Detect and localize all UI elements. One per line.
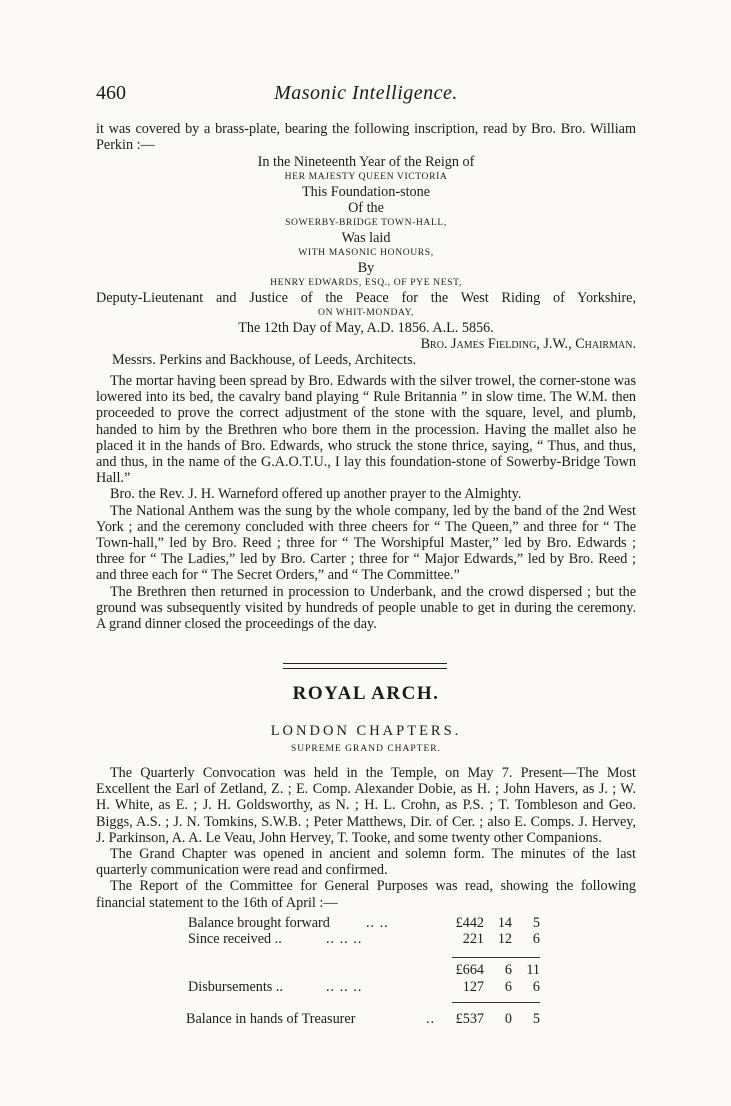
account-row [96,979,636,997]
account-pounds: 127 [462,979,484,995]
account-pounds: £537 [455,1011,484,1027]
inscription-line: By [357,260,375,276]
chapter-paragraphs [96,765,636,911]
section-title: ROYAL ARCH. [292,683,440,704]
ceremony-paragraphs [96,373,636,632]
inscription-line: ON WHIT-MONDAY, [318,307,414,318]
page-header [96,82,636,108]
chairman-name: Bro. James Fielding, J.W., Chairman. [420,336,636,352]
account-shillings: 6 [504,962,512,978]
inscription-line: HENRY EDWARDS, ESQ., OF PYE NEST, [270,277,462,288]
account-leader-dots: .. .. .. [326,979,363,995]
account-pounds: 221 [462,931,484,947]
paragraph: The Quarterly Convocation was held in the Temple, on May 7. Present—The Most Excellent the Earl of Zetland, Z. ; E. Comp. Alexander Dobie, as H. ; John Havers, as J. ; W. H. White, as E. ; J. H. Goldsworthy, as N. ; H. L. Crohn, as P.S. ; T. Tombleson and Geo. Biggs, A.S. ; J. N. Tomkins, S.W.B. ; Peter Matthews, Dir. of Cer. ; also E. Comps. J. Hervey, J. Parkinson, A. A. Le Veau, John Hervey, T. Tooke, and some twenty other Companions. [96,765,636,846]
account-row [96,962,636,980]
inscription-line: This Foundation-stone [301,184,431,200]
paragraph: The mortar having been spread by Bro. Edwards with the silver trowel, the corner-stone was lowered into its bed, the cavalry band playing “ Rule Britannia ” in slow time. The W.M. then proceeded to prove the correct adjustment of the stone with the square, level, and plumb, handed to him by the Brethren who bore them in the procession. Having the mallet also he placed it in the hands of Bro. Edwards, who struck the stone thrice, saying, “ Thus, and thus, and thus, in the name of the G.A.O.T.U., I lay this foundation-stone of Sowerby-Bridge Town Hall.” [96,373,636,487]
chairman-signature-line [96,336,636,352]
account-row [96,931,636,949]
paragraph: The Report of the Committee for General Purposes was read, showing the following financial statement to the 16th of April :— [96,878,636,911]
inscription-block [96,154,636,368]
total-rule [452,957,540,958]
account-label: Disbursements .. [188,979,283,995]
inscription-line: The 12th Day of May, A.D. 1856. A.L. 5856. [238,320,494,336]
account-pence: 6 [532,979,540,995]
account-shillings: 6 [504,979,512,995]
account-shillings: 12 [497,931,512,947]
account-pounds: £442 [455,915,484,931]
account-shillings: 14 [497,915,512,931]
account-leader-dots: .. .. [366,915,389,931]
opening-text: it was covered by a brass-plate, bearing the following inscription, read by Bro. Bro. William Perkin :— [96,121,636,154]
account-label: Balance in hands of Treasurer [186,1011,356,1027]
section-subsubtitle: SUPREME GRAND CHAPTER. [290,744,441,754]
architects-line: Messrs. Perkins and Backhouse, of Leeds, Architects. [112,352,417,368]
inscription-line: WITH MASONIC HONOURS, [298,247,434,258]
paragraph: The National Anthem was the sung by the whole company, led by the band of the 2nd West York ; and the ceremony concluded with three cheers for “ The Queen,” and three for “ The Town-hall,” led by Bro. Reed ; three for “ The Worshipful Master,” led by Bro. Edwards ; three for “ The Ladies,” led by Bro. Carter ; three for “ Major Edwards,” led by Bro. Reed ; and three each for “ The Secret Orders,” and “ The Committee.” [96,502,636,584]
section-divider [283,663,447,669]
inscription-line: SOWERBY-BRIDGE TOWN-HALL, [285,217,447,228]
inscription-line: Of the [348,200,384,216]
account-pence: 6 [532,931,540,947]
running-head: Masonic Intelligence. [274,82,458,104]
inscription-line: Was laid [341,230,391,246]
inscription-line: Deputy-Lieutenant and Justice of the Peace for the West Riding of Yorkshire, [96,290,636,306]
account-pence: 11 [526,962,540,978]
account-label: Since received .. [188,931,282,947]
inscription-line: In the Nineteenth Year of the Reign of [257,154,475,170]
paragraph: The Grand Chapter was opened in ancient and solemn form. The minutes of the last quarterly communication were read and confirmed. [96,846,636,879]
account-leader-dots: .. .. .. [326,931,363,947]
account-pence: 5 [532,1011,540,1027]
paragraph: The Brethren then returned in procession to Underbank, and the crowd dispersed ; but the ground was subsequently visited by hundreds of people unable to get in during the ceremony. A grand dinner closed the proceedings of the day. [96,583,636,633]
account-shillings: 0 [504,1011,512,1027]
account-pence: 5 [532,915,540,931]
paragraph: Bro. the Rev. J. H. Warneford offered up another prayer to the Almighty. [110,486,522,503]
section-subtitle: LONDON CHAPTERS. [270,723,462,739]
account-pounds: £664 [455,962,484,978]
account-row [96,1011,636,1029]
inscription-line: HER MAJESTY QUEEN VICTORIA [284,171,448,182]
opening-paragraph [96,121,636,153]
page-number: 460 [96,82,126,104]
account-label: Balance brought forward [188,915,330,931]
account-leader-dots: .. [426,1011,436,1027]
total-rule [452,1002,540,1003]
